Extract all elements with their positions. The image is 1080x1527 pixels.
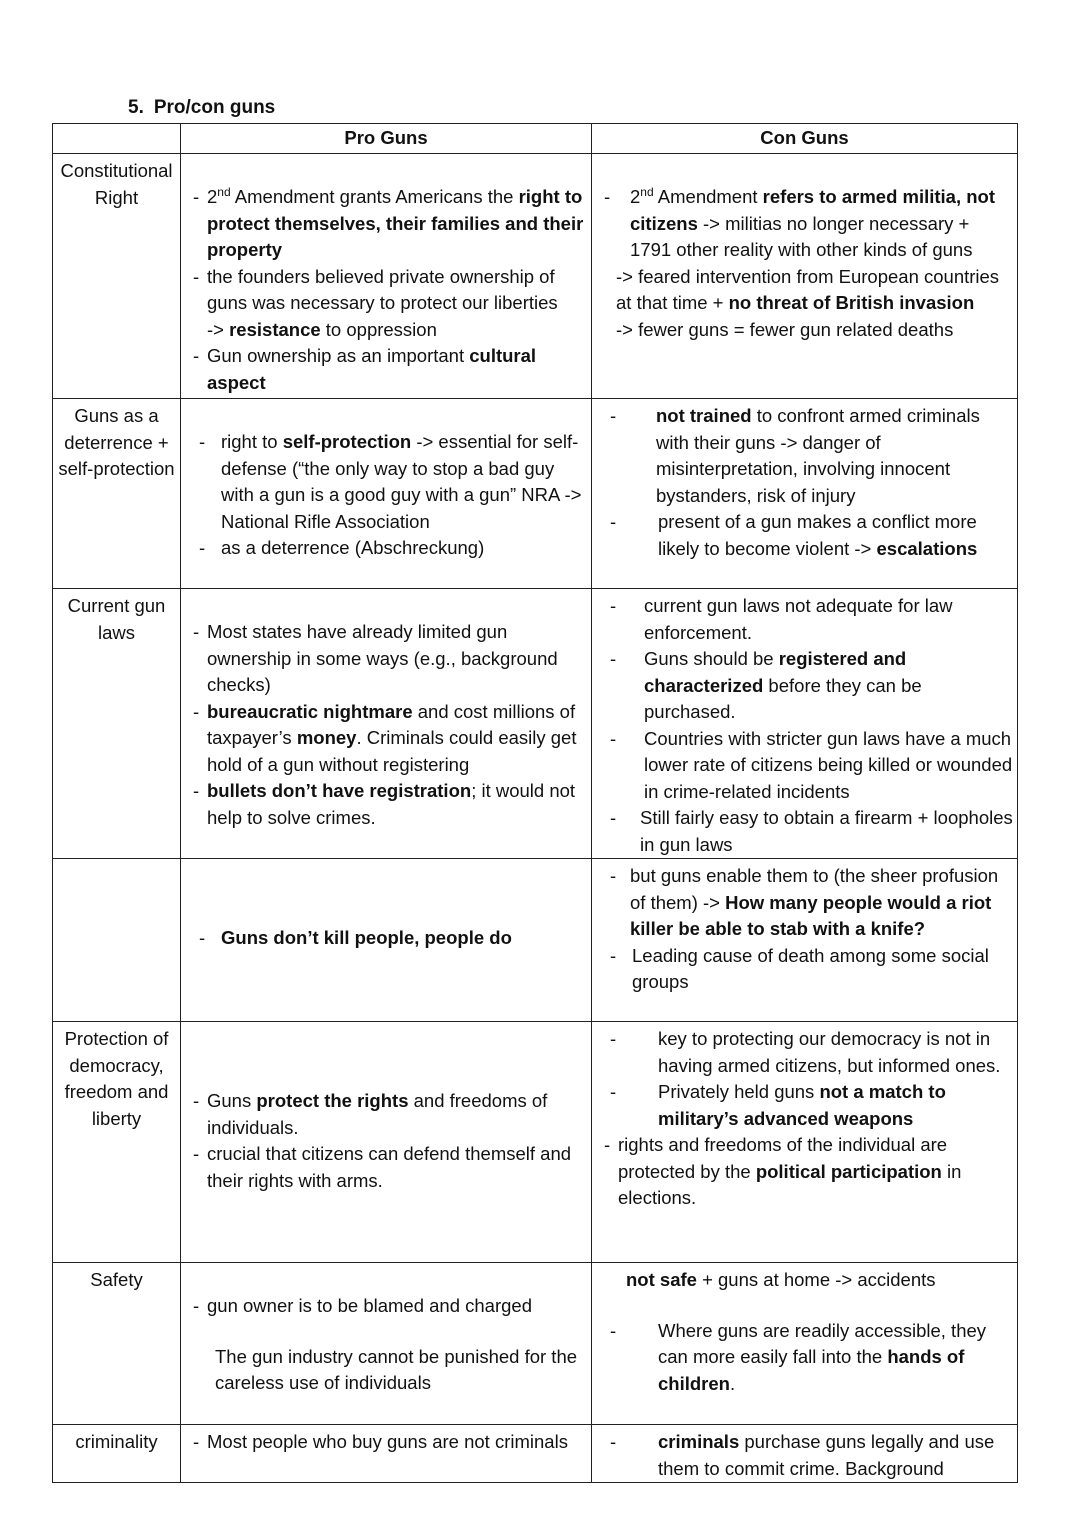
list-item: - bullets don’t have registration; it would not help to solve crimes. xyxy=(189,778,587,831)
list-item: - bureaucratic nightmare and cost millions of taxpayer’s money. Criminals could easily get hold of a gun without registering xyxy=(189,699,587,779)
pro-column-header: Pro Guns xyxy=(181,124,592,154)
row-topic xyxy=(53,859,181,1022)
list-item: - 2nd Amendment grants Americans the right to protect themselves, their families and their property xyxy=(189,184,587,264)
list-item: - Still fairly easy to obtain a firearm + loopholes in gun laws xyxy=(600,805,1013,858)
row-topic xyxy=(53,1022,181,1263)
topic-label: Guns as a deterrence + self-protection xyxy=(58,405,175,479)
table-row xyxy=(53,1022,1018,1263)
table-row xyxy=(53,859,1018,1022)
list-item: not safe + guns at home -> accidents xyxy=(626,1269,936,1290)
table-row xyxy=(53,1263,1018,1425)
con-cell xyxy=(592,1022,1018,1263)
topic-label: Protection of democracy, freedom and liberty xyxy=(64,1028,169,1129)
section-title: Pro/con guns xyxy=(153,97,276,118)
table-row xyxy=(53,399,1018,589)
list-item: The gun industry cannot be punished for the careless use of individuals xyxy=(215,1345,578,1393)
pro-cell xyxy=(181,589,592,859)
topic-column-header xyxy=(53,124,181,154)
list-item: - Most people who buy guns are not criminals xyxy=(189,1429,587,1456)
con-cell xyxy=(592,1425,1018,1483)
table-row xyxy=(53,154,1018,399)
topic-label: criminality xyxy=(75,1431,158,1452)
list-item: - Guns should be registered and characterized before they can be purchased. xyxy=(600,646,1013,726)
con-cell xyxy=(592,399,1018,589)
pro-cell xyxy=(181,1425,592,1483)
list-item: - Gun ownership as an important cultural aspect xyxy=(189,343,587,396)
list-item: -> fewer guns = fewer gun related deaths xyxy=(616,318,954,340)
pro-cell xyxy=(181,1022,592,1263)
list-item: -> resistance to oppression xyxy=(207,318,437,340)
list-item: - present of a gun makes a conflict more likely to become violent -> escalations xyxy=(600,509,1013,562)
table-row xyxy=(53,1425,1018,1483)
topic-label: Safety xyxy=(90,1269,143,1290)
con-cell xyxy=(592,859,1018,1022)
list-item: - Guns don’t kill people, people do xyxy=(189,925,587,952)
con-cell xyxy=(592,154,1018,399)
list-item: - Leading cause of death among some social groups xyxy=(600,943,1013,996)
list-item: - crucial that citizens can defend themself and their rights with arms. xyxy=(189,1141,587,1194)
list-item: - but guns enable them to (the sheer profusion of them) -> How many people would a riot killer be able to stab with a knife? xyxy=(600,863,1013,943)
list-item: - Privately held guns not a match to military’s advanced weapons xyxy=(600,1079,1013,1132)
list-item: - rights and freedoms of the individual are protected by the political participation in elections. xyxy=(600,1132,1013,1212)
topic-label: Constitutional Right xyxy=(60,160,173,208)
list-item: - criminals purchase guns legally and use them to commit crime. Background xyxy=(600,1429,1013,1482)
list-item: - Guns protect the rights and freedoms of individuals. xyxy=(189,1088,587,1141)
list-item: - right to self-protection -> essential for self-defense (“the only way to stop a bad guy with a gun is a good guy with a gun” NRA -> National Rifle Association xyxy=(189,429,587,535)
list-item: - gun owner is to be blamed and charged xyxy=(189,1293,587,1320)
row-topic xyxy=(53,1425,181,1483)
list-item: -> feared intervention from European countries at that time + no threat of British invasion xyxy=(616,265,1000,313)
list-item: - key to protecting our democracy is not in having armed citizens, but informed ones. xyxy=(600,1026,1013,1079)
pro-cell xyxy=(181,859,592,1022)
row-topic xyxy=(53,589,181,859)
table-row xyxy=(53,589,1018,859)
section-number: 5. xyxy=(128,97,144,118)
list-item: - current gun laws not adequate for law enforcement. xyxy=(600,593,1013,646)
pro-cell xyxy=(181,1263,592,1425)
list-item: - as a deterrence (Abschreckung) xyxy=(189,535,587,562)
pro-con-table xyxy=(52,123,1018,1483)
list-item: - Most states have already limited gun ownership in some ways (e.g., background checks) xyxy=(189,619,587,699)
list-item: - Countries with stricter gun laws have a much lower rate of citizens being killed or wounded in crime-related incidents xyxy=(600,726,1013,806)
list-item: - 2nd Amendment refers to armed militia, not citizens -> militias no longer necessary + 1791 other reality with other kinds of guns xyxy=(600,184,1013,264)
pro-cell xyxy=(181,154,592,399)
row-topic xyxy=(53,399,181,589)
table-header-row xyxy=(53,124,1018,154)
section-heading xyxy=(128,97,275,119)
con-cell xyxy=(592,589,1018,859)
pro-cell xyxy=(181,399,592,589)
row-topic xyxy=(53,154,181,399)
row-topic xyxy=(53,1263,181,1425)
list-item: - the founders believed private ownership of guns was necessary to protect our liberties xyxy=(189,264,587,317)
list-item: - Where guns are readily accessible, they can more easily fall into the hands of children. xyxy=(600,1318,1013,1398)
topic-label: Current gun laws xyxy=(67,595,166,643)
con-cell xyxy=(592,1263,1018,1425)
con-column-header: Con Guns xyxy=(592,124,1018,154)
list-item: - not trained to confront armed criminals with their guns -> danger of misinterpretation, involving innocent bystanders, risk of injury xyxy=(600,403,1013,509)
